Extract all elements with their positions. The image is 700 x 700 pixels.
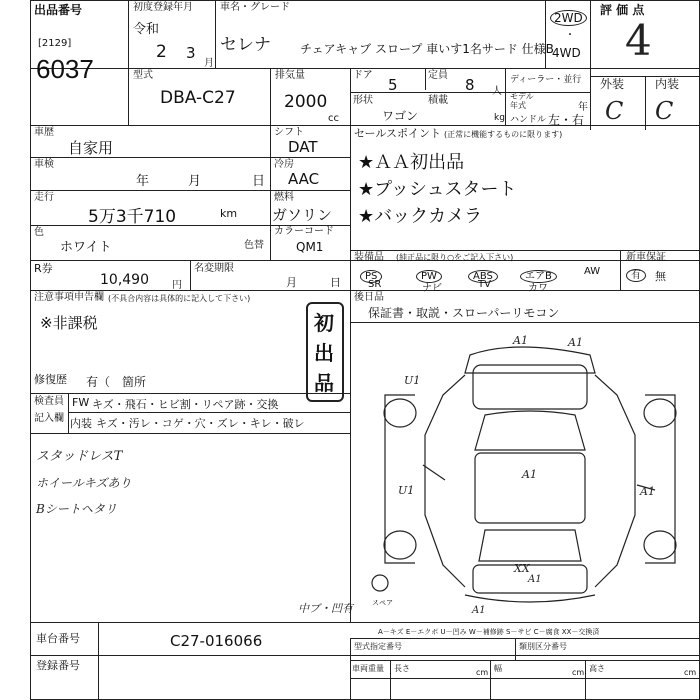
damage-mark-4: A1 bbox=[522, 468, 537, 481]
handle-value: 左・右 bbox=[548, 113, 585, 127]
fuel-value: ガソリン bbox=[272, 206, 333, 224]
interior-score: C bbox=[655, 97, 674, 125]
windshield bbox=[475, 411, 585, 450]
equip-aw: AW bbox=[584, 266, 601, 277]
body-shape-value: ワゴン bbox=[382, 109, 419, 123]
shift-label: シフト bbox=[274, 127, 304, 138]
wheel-rear-left bbox=[384, 531, 416, 559]
damage-mark-8: A1 bbox=[528, 574, 542, 585]
first-reg-month: 3 bbox=[186, 44, 196, 62]
sales-points-label: セールスポイント bbox=[354, 127, 442, 140]
lot-code: [2129] bbox=[38, 38, 72, 49]
model-year-unit: 年 bbox=[578, 102, 588, 113]
roof bbox=[475, 453, 585, 523]
recycle-unit: 円 bbox=[172, 280, 182, 291]
damage-legend: A－キズ E－エクボ U－凹み W－補修跡 S－サビ C－腐食 XX－交換済 bbox=[378, 628, 600, 636]
height-label: 高さ bbox=[589, 664, 605, 673]
name-change-month: 月 bbox=[286, 276, 297, 289]
equip-tv: TV bbox=[478, 279, 491, 290]
inspection-day: 日 bbox=[252, 174, 266, 189]
handwritten-note-2: ホイールキズあり bbox=[36, 476, 132, 490]
equipment-note: (純正品に限り○をご記入下さい) bbox=[396, 253, 514, 262]
first-reg-year: 2 bbox=[156, 42, 167, 62]
rear-bumper bbox=[465, 595, 595, 602]
first-listing-stamp-text: 初出品 bbox=[314, 311, 334, 395]
damage-mark-9: A1 bbox=[472, 605, 486, 616]
drive-dot: ・ bbox=[565, 30, 575, 41]
repair-label: 修復歴 bbox=[34, 373, 67, 386]
class-no-label: 類別区分番号 bbox=[519, 642, 567, 651]
new-warranty-no: 無 bbox=[655, 270, 666, 283]
diagram-handwritten-note: 中ブ・凹有 bbox=[298, 602, 353, 615]
dealer-label: ディーラー・並行 bbox=[510, 75, 582, 85]
spare-tire bbox=[372, 575, 388, 591]
accessories-value: 保証書・取説・スローパーリモコン bbox=[368, 306, 560, 320]
first-reg-month-unit: 月 bbox=[204, 58, 214, 69]
displacement-unit: cc bbox=[328, 113, 339, 124]
width-unit: cm bbox=[572, 668, 585, 677]
inspection-label: 車検 bbox=[34, 159, 54, 170]
inspector-label-1: 検査員 bbox=[34, 396, 64, 407]
inspector-row1: キズ・飛石・ヒビ割・リペア跡・交換 bbox=[92, 398, 279, 411]
load-label: 積載 bbox=[428, 95, 448, 106]
car-label: 車名・グレード bbox=[220, 2, 290, 13]
length-label: 長さ bbox=[394, 664, 410, 673]
body-shape-label: 形状 bbox=[353, 95, 373, 106]
name-change-label: 名変期限 bbox=[194, 263, 234, 274]
capacity-unit: 人 bbox=[492, 86, 502, 97]
left-panel bbox=[385, 395, 415, 563]
shift-value: DAT bbox=[288, 138, 318, 156]
color-change-label: 色替 bbox=[244, 240, 264, 251]
displacement-label: 排気量 bbox=[275, 70, 305, 81]
color-code: QM1 bbox=[296, 240, 324, 254]
chassis-value: C27-016066 bbox=[170, 632, 263, 650]
displacement-value: 2000 bbox=[284, 92, 328, 112]
inspection-year: 年 bbox=[136, 174, 150, 189]
doors-label: ドア bbox=[353, 70, 373, 81]
model-value: DBA-C27 bbox=[160, 88, 236, 108]
notes-sub: (不具合内容は具体的に記入して下さい) bbox=[108, 294, 251, 303]
wheel-front-left bbox=[384, 399, 416, 427]
first-reg-label: 初度登録年月 bbox=[133, 2, 193, 13]
mileage-label: 走行 bbox=[34, 192, 54, 203]
lot-label: 出品番号 bbox=[34, 3, 83, 17]
accessories-label: 後日品 bbox=[354, 292, 384, 303]
damage-mark-6: A1 bbox=[640, 485, 655, 498]
notes-label: 注意事項申告欄 bbox=[34, 292, 104, 303]
inspector-row2-label: 内装 bbox=[70, 417, 92, 430]
spec-no-label: 型式指定番号 bbox=[354, 642, 402, 651]
color-code-label: カラーコード bbox=[274, 226, 334, 237]
exterior-score: C bbox=[605, 97, 624, 125]
equip-abs-label: ABS bbox=[468, 270, 498, 283]
drive-2wd: 2WD bbox=[550, 10, 587, 26]
handwritten-note-3: Bシートヘタリ bbox=[36, 502, 117, 516]
wheel-rear-right bbox=[644, 531, 676, 559]
load-unit: kg bbox=[494, 113, 505, 123]
inspection-month: 月 bbox=[188, 174, 202, 189]
damage-mark-5: U1 bbox=[398, 484, 415, 497]
equip-sr: SR bbox=[368, 279, 382, 290]
inspector-row1-label: FW bbox=[72, 396, 90, 409]
right-panel bbox=[645, 395, 675, 563]
aircon-value: AAC bbox=[288, 170, 320, 188]
repair-value: 有（ 箇所 bbox=[86, 375, 147, 389]
front-bumper bbox=[465, 347, 595, 373]
damage-mark-3: U1 bbox=[404, 374, 421, 387]
damage-mark-1: A1 bbox=[513, 334, 528, 347]
equip-pw-label: PW bbox=[416, 270, 442, 283]
name-change-day: 日 bbox=[330, 276, 341, 289]
frame-top bbox=[30, 0, 700, 1]
interior-label: 内装 bbox=[655, 77, 680, 91]
score-label: 評 価 点 bbox=[600, 3, 645, 17]
mileage-value: 5万3千710 bbox=[88, 207, 177, 227]
left-side bbox=[425, 375, 465, 587]
inspector-label-2: 記入欄 bbox=[34, 413, 64, 424]
rear-glass bbox=[479, 530, 581, 561]
history-value: 自家用 bbox=[68, 139, 114, 157]
width-label: 幅 bbox=[494, 664, 502, 673]
wheel-front-right bbox=[644, 399, 676, 427]
new-warranty-yes-label: 有 bbox=[626, 269, 646, 282]
capacity-value: 8 bbox=[465, 76, 475, 94]
inspector-row2: キズ・汚レ・コゲ・穴・ズレ・キレ・破レ bbox=[96, 417, 305, 430]
length-unit: cm bbox=[476, 668, 489, 677]
sales-point-3: ★バックカメラ bbox=[358, 206, 483, 227]
equip-leather: カワ bbox=[528, 283, 548, 294]
score-value: 4 bbox=[625, 16, 652, 65]
color-label: 色 bbox=[34, 227, 44, 238]
aircon-label: 冷房 bbox=[274, 159, 294, 170]
recycle-value: 10,490 bbox=[100, 272, 149, 288]
drive-4wd: 4WD bbox=[552, 46, 581, 60]
first-reg-era: 令和 bbox=[133, 22, 160, 37]
history-label: 車歴 bbox=[34, 127, 54, 138]
frame-left bbox=[30, 0, 31, 700]
first-listing-stamp bbox=[306, 302, 344, 402]
reg-no-label: 登録番号 bbox=[36, 659, 80, 672]
fuel-label: 燃料 bbox=[274, 192, 294, 203]
equip-navi: ナビ bbox=[422, 283, 442, 294]
doors-value: 5 bbox=[388, 76, 398, 94]
spare-label: スペア bbox=[372, 599, 393, 607]
equip-airbag-label: エアB bbox=[520, 270, 557, 283]
right-side bbox=[595, 375, 635, 587]
handwritten-note-1: スタッドレスT bbox=[36, 449, 123, 464]
sales-points-note: (正常に機能するものに限ります) bbox=[444, 130, 563, 139]
chassis-label: 車台番号 bbox=[36, 632, 80, 645]
car-grade: チェアキャブ スロープ 車いす1名サード 仕様B bbox=[300, 42, 554, 56]
vehicle-weight-label: 車両重量 bbox=[352, 664, 384, 673]
capacity-label: 定員 bbox=[428, 70, 448, 81]
handle-label: ハンドル bbox=[510, 115, 547, 125]
exterior-label: 外装 bbox=[600, 77, 625, 91]
equipment-label: 装備品 bbox=[354, 252, 384, 263]
sales-point-1: ★ＡＡ初出品 bbox=[358, 152, 465, 173]
recycle-label: R券 bbox=[34, 262, 53, 275]
model-year-label: モデル年式 bbox=[510, 92, 534, 110]
lot-number: 6037 bbox=[36, 54, 94, 84]
sales-point-2: ★プッシュスタート bbox=[358, 179, 517, 200]
mileage-unit: km bbox=[220, 207, 238, 220]
new-warranty-label: 新車保証 bbox=[626, 252, 666, 263]
notes-value: ※非課税 bbox=[40, 314, 98, 332]
damage-mark-7: XX bbox=[514, 562, 530, 575]
damage-mark-2: A1 bbox=[568, 336, 583, 349]
height-unit: cm bbox=[684, 668, 697, 677]
car-name: セレナ bbox=[220, 35, 271, 55]
new-warranty-yes bbox=[626, 268, 646, 282]
model-label: 型式 bbox=[133, 70, 153, 81]
equip-ps-label: PS bbox=[360, 270, 382, 283]
color-value: ホワイト bbox=[60, 240, 112, 255]
hood bbox=[473, 365, 587, 409]
